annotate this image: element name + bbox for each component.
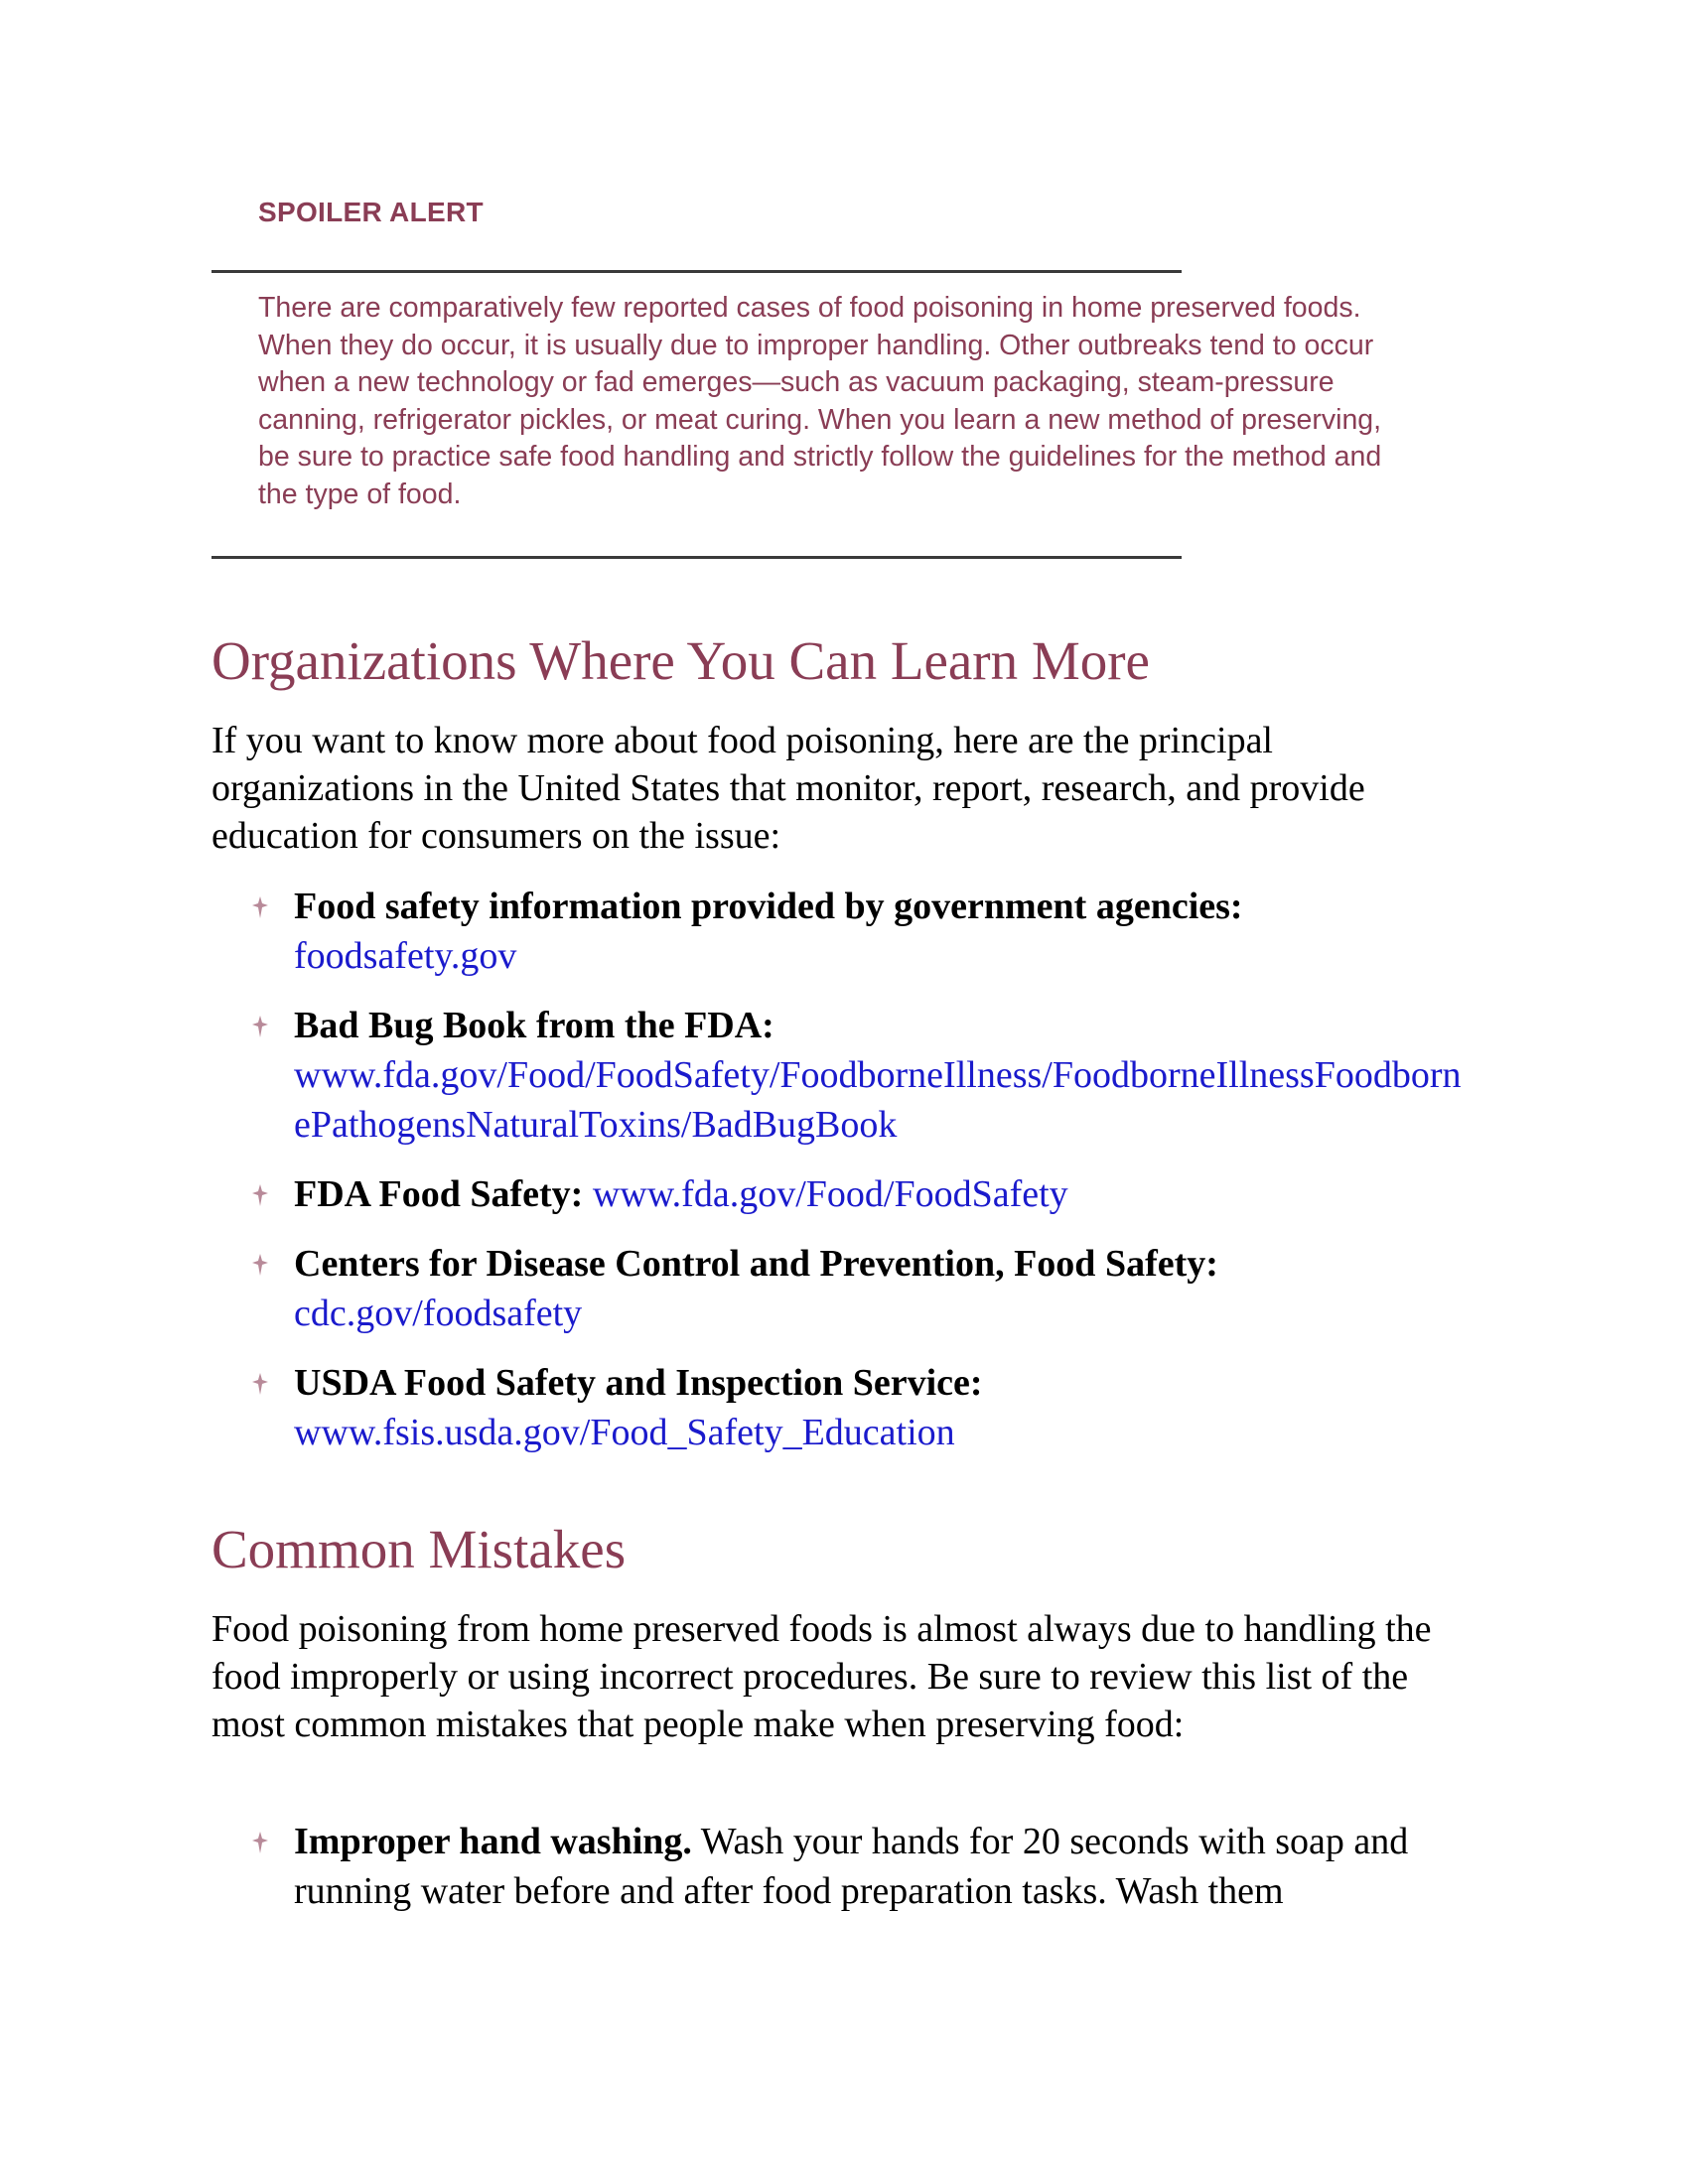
sidebar-body: There are comparatively few reported cases of food poisoning in home preserved foods. When they do occur, it is usually due to improper handling. Other outbreaks tend to occur when a new technology or fad emerges—such as vacuum packaging, steam-pressure canning, refrigerator pickles, or meat curing. When you learn a new method of preserving, be sure to practice safe food handling and strictly follow the guidelines for the method and the type of food. bbox=[258, 292, 1382, 510]
list-item bbox=[250, 1169, 1472, 1219]
list-item bbox=[250, 1239, 1472, 1338]
section-heading-common-mistakes: Common Mistakes bbox=[211, 1519, 627, 1579]
organizations-list bbox=[250, 882, 1472, 1477]
item-label: FDA Food Safety: bbox=[294, 1173, 584, 1215]
item-label: Bad Bug Book from the FDA: bbox=[294, 1005, 774, 1046]
sidebar-bottom-rule bbox=[211, 556, 1182, 559]
item-link[interactable]: foodsafety.gov bbox=[294, 935, 517, 977]
item-link[interactable]: cdc.gov/foodsafety bbox=[294, 1293, 583, 1334]
pin-bullet-icon bbox=[250, 1014, 270, 1039]
pin-bullet-icon bbox=[250, 1830, 270, 1855]
item-link[interactable]: www.fda.gov/Food/FoodSafety/FoodborneIllness/FoodborneIllnessFoodbornePathogensNaturalToxins/BadBugBook bbox=[294, 1054, 1462, 1146]
sidebar-top-rule bbox=[211, 270, 1182, 273]
item-link[interactable]: www.fsis.usda.gov/Food_Safety_Education bbox=[294, 1412, 955, 1453]
item-label: USDA Food Safety and Inspection Service: bbox=[294, 1362, 983, 1404]
list-item bbox=[250, 1358, 1472, 1457]
item-label: Improper hand washing. bbox=[294, 1821, 692, 1862]
section-intro-common-mistakes: Food poisoning from home preserved foods is almost always due to handling the food improperly or using incorrect procedures. Be sure to review this list of the most common mistakes that people make when preserving food: bbox=[211, 1608, 1432, 1745]
section-heading-organizations: Organizations Where You Can Learn More bbox=[211, 630, 1150, 691]
pin-bullet-icon bbox=[250, 1252, 270, 1278]
sidebar-title: SPOILER ALERT bbox=[258, 197, 484, 227]
pin-bullet-icon bbox=[250, 1371, 270, 1397]
item-label: Food safety information provided by government agencies: bbox=[294, 886, 1243, 927]
section-intro-organizations: If you want to know more about food poisoning, here are the principal organizations in the United States that monitor, report, research, and provide education for consumers on the issue: bbox=[211, 720, 1365, 857]
item-text: Wash your hands for 20 seconds with soap and running water before and after food preparation tasks. Wash them bbox=[294, 1821, 1409, 1912]
item-label: Centers for Disease Control and Prevention, Food Safety: bbox=[294, 1243, 1218, 1285]
list-item bbox=[250, 1001, 1472, 1150]
list-item bbox=[250, 1817, 1472, 1916]
pin-bullet-icon bbox=[250, 1182, 270, 1208]
list-item bbox=[250, 882, 1472, 981]
pin-bullet-icon bbox=[250, 894, 270, 920]
mistakes-list bbox=[250, 1817, 1472, 1936]
item-link[interactable]: www.fda.gov/Food/FoodSafety bbox=[592, 1173, 1068, 1215]
